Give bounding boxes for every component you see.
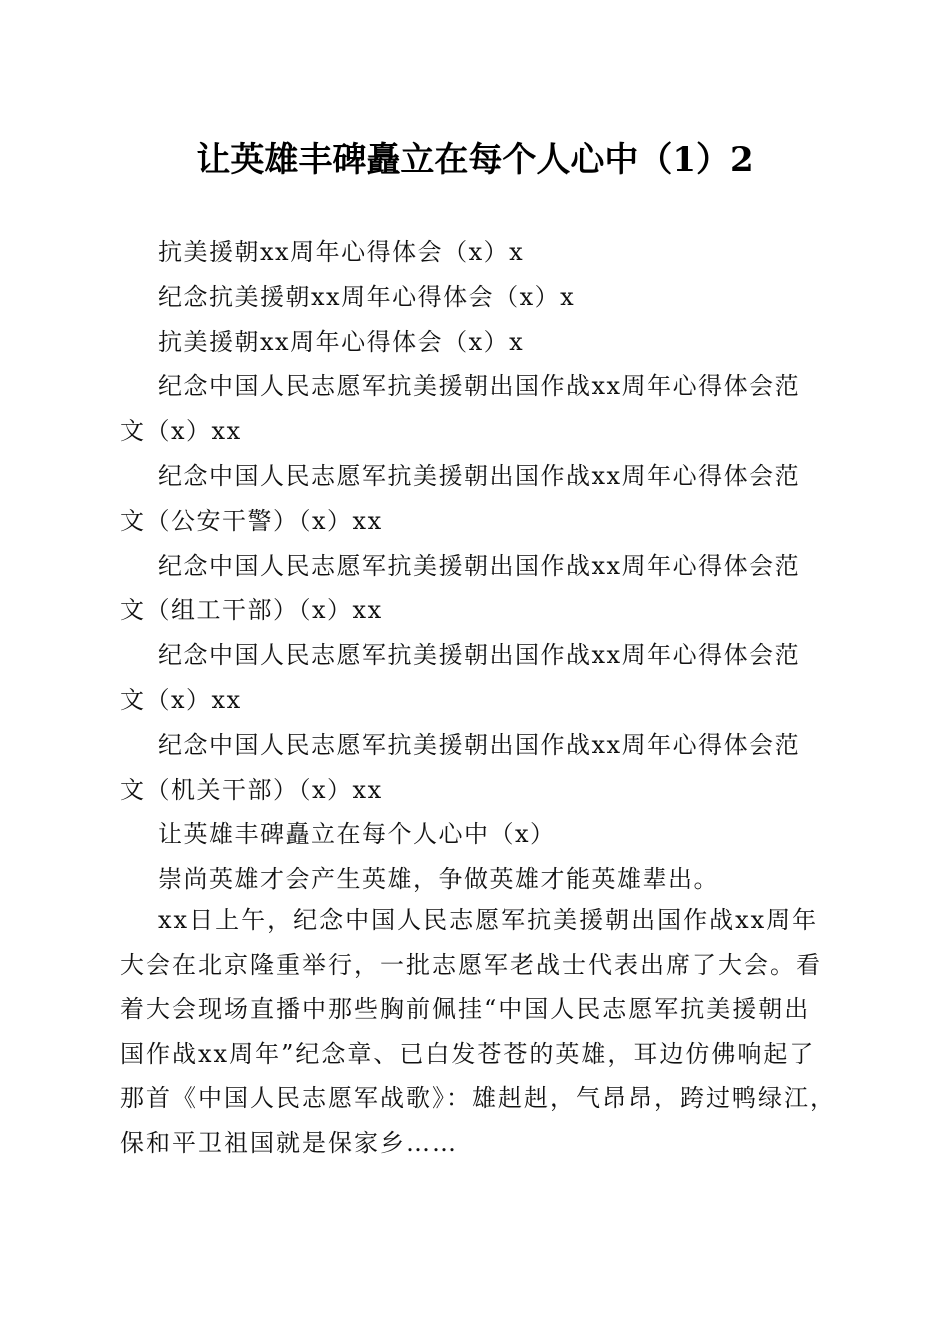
paragraph-line: 国作战xx周年”纪念章、已白发苍苍的英雄，耳边仿佛响起了 [120,1039,816,1068]
toc-item [120,812,832,857]
paragraph-line: 大会在北京隆重举行，一批志愿军老战士代表出席了大会。看 [120,950,822,979]
toc-item [120,320,832,365]
toc-line: 让英雄丰碑矗立在每个人心中（x） [158,820,556,849]
toc-line: 文（x）xx [120,685,242,714]
toc-line: 纪念抗美援朝xx周年心得体会（x）x [158,282,576,311]
toc-line: 崇尚英雄才会产生英雄，争做英雄才能英雄辈出。 [158,865,719,894]
paragraph-line: xx日上午，纪念中国人民志愿军抗美援朝出国作战xx周年 [158,906,819,934]
document-title: 让英雄丰碑矗立在每个人心中（1）2 [196,140,754,180]
paragraph-line: 着大会现场直播中那些胸前佩挂“中国人民志愿军抗美援朝出 [120,995,811,1023]
toc-list [120,230,832,902]
toc-item [120,454,832,544]
toc-line: 抗美援朝xx周年心得体会（x）x [158,238,525,266]
toc-item [120,857,832,902]
toc-item [120,633,832,723]
toc-line: 文（x）xx [120,417,242,446]
toc-line: 纪念中国人民志愿军抗美援朝出国作战xx周年心得体会范 [158,372,801,401]
toc-item [120,723,832,813]
toc-line: 纪念中国人民志愿军抗美援朝出国作战xx周年心得体会范 [158,730,801,759]
toc-item [120,544,832,634]
toc-line: 文（机关干部）（x）xx [120,775,383,804]
toc-line: 纪念中国人民志愿军抗美援朝出国作战xx周年心得体会范 [158,641,801,670]
toc-line: 抗美援朝xx周年心得体会（x）x [158,327,525,356]
toc-line: 纪念中国人民志愿军抗美援朝出国作战xx周年心得体会范 [158,551,801,580]
toc-line: 文（组工干部）（x）xx [120,596,383,625]
toc-line: 纪念中国人民志愿军抗美援朝出国作战xx周年心得体会范 [158,461,801,490]
body-paragraph [120,898,840,1165]
toc-item [120,275,832,320]
toc-item [120,364,832,454]
toc-line: 文（公安干警）（x）xx [120,506,383,535]
toc-item [120,230,832,275]
paragraph-line: 保和平卫祖国就是保家乡…… [120,1128,458,1157]
paragraph-line: 那首《中国人民志愿军战歌》：雄赳赳，气昂昂，跨过鸭绿江， [120,1084,836,1112]
